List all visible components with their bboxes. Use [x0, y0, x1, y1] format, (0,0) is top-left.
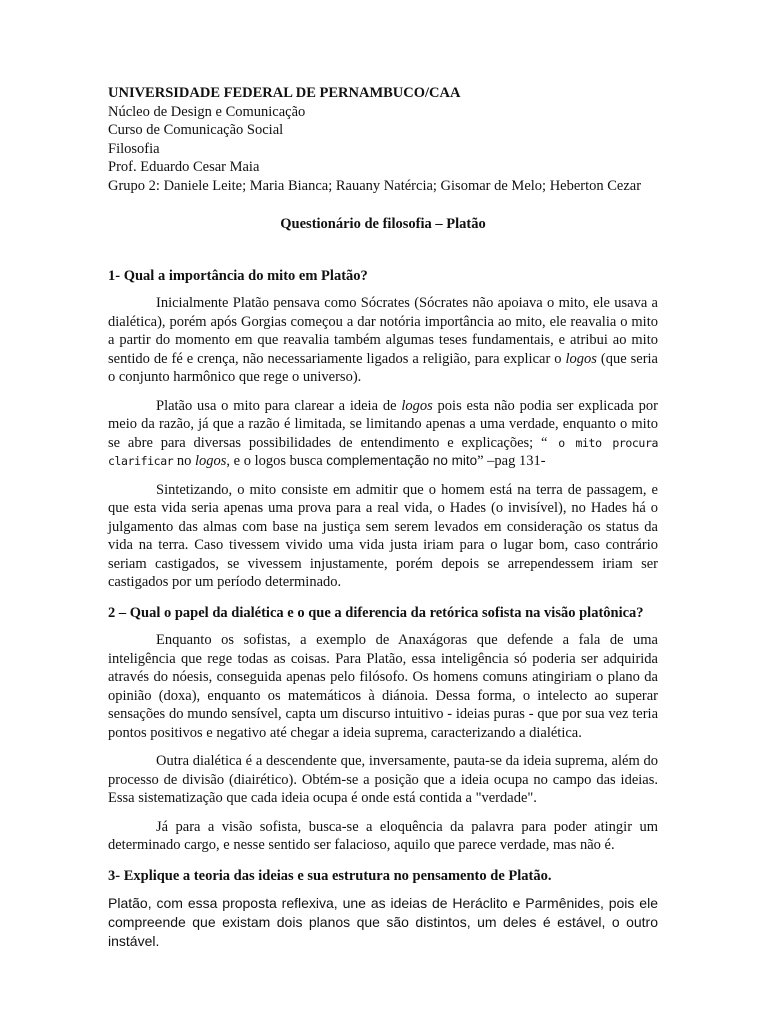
- q1-paragraph-2: [108, 397, 658, 471]
- question-3-heading: 3- Explique a teoria das ideias e sua estrutura no pensamento de Platão.: [108, 867, 552, 884]
- document-header: [108, 84, 658, 195]
- curso-line: Curso de Comunicação Social: [108, 122, 284, 138]
- professor-line: Prof. Eduardo Cesar Maia: [108, 159, 260, 175]
- q1-p2-quote-1: o mito procura clarificar: [108, 435, 659, 468]
- q1-p2-quote-2: complementação no mito: [326, 453, 478, 468]
- q1-p1-text-a: Inicialmente Platão pensava como Sócrates (Sócrates não apoiava o mito, ele usava a dialética), porém após Gorgias começou a dar notória importância ao mito, ele reavalia o mito a partir do momento em que reavalia também algumas teses fundamentais, e atribui ao mito sentido de fé e crença, não necessariamente ligados a religião, para explicar o: [108, 295, 658, 367]
- disciplina-line: Filosofia: [108, 140, 160, 157]
- document-page: [108, 84, 658, 951]
- q1-p1-logos: logos: [565, 350, 597, 367]
- q1-p2-text-e: ” –pag 131-: [477, 453, 546, 469]
- q1-p2-text-d: , e o logos busca: [226, 453, 327, 469]
- q2-paragraph-1: Enquanto os sofistas, a exemplo de Anaxágoras que defende a fala de uma inteligência que rege todas as coisas. Para Platão, essa inteligência só poderia ser adquirida através do nóesis, conseguida apenas pelo filósofo. Os homens comuns atingiriam o plano da opinião (doxa), enquanto os matemáticos à diánoia. Dessa forma, o intelecto ao superar sensações do mundo sensível, capta um discurso intuitivo - ideias puras - que por sua vez teria pontos positivos e negativo até chegar a ideia suprema, caracterizando a dialética.: [108, 632, 658, 741]
- q1-paragraph-3: Sintetizando, o mito consiste em admitir que o homem está na terra de passagem, e que esta vida seria apenas uma prova para a real vida, o Hades (o invisível), no Hades há o julgamento das almas com base na justiça sem serem levados em consideração os status da vida na terra. Caso tivessem vivido uma vida justa iriam para o lugar bom, caso contrário seriam castigados, se vivessem injustamente, porém depois se arrependessem iriam ser castigados por um período determinado.: [108, 481, 658, 590]
- document-title: Questionário de filosofia – Platão: [280, 216, 486, 232]
- q1-p1-text-b: (que seria o conjunto harmônico que rege o universo).: [108, 350, 658, 385]
- nucleo-line: Núcleo de Design e Comunicação: [108, 103, 306, 120]
- grupo-line: Grupo 2: Daniele Leite; Maria Bianca; Rauany Natércia; Gisomar de Melo; Heberton Cezar: [108, 177, 642, 194]
- q1-paragraph-1: [108, 294, 658, 387]
- q3-paragraph-1: Platão, com essa proposta reflexiva, une as ideias de Heráclito e Parmênides, pois ele compreende que existam dois planos que são distintos, um deles é estável, o outro instável.: [108, 895, 658, 949]
- question-1-heading: 1- Qual a importância do mito em Platão?: [108, 267, 368, 284]
- q2-paragraph-2: Outra dialética é a descendente que, inversamente, pauta-se da ideia suprema, além do processo de divisão (diairético). Obtém-se a posição que a ideia ocupa no campo das ideias. Essa sistematização que cada ideia ocupa é onde está contida a "verdade".: [108, 753, 658, 806]
- q1-p2-logos-2: logos: [195, 453, 227, 469]
- q1-p2-logos: logos: [401, 397, 433, 414]
- q1-p2-text-b: pois esta não podia ser explicada por meio da razão, já que a razão é limitada, se limitando apenas a uma verdade, enquanto o mito se abre para diversas possibilidades de entendimento e explicações; “: [108, 397, 658, 451]
- q2-paragraph-3: Já para a visão sofista, busca-se a eloquência da palavra para poder atingir um determinado cargo, e nesse sentido ser falacioso, aquilo que parece verdade, mas não é.: [108, 818, 658, 853]
- q1-p2-text-a: Platão usa o mito para clarear a ideia de: [156, 397, 402, 414]
- question-2-heading: 2 – Qual o papel da dialética e o que a diferencia da retórica sofista na visão platônica?: [108, 604, 644, 621]
- university-name: UNIVERSIDADE FEDERAL DE PERNAMBUCO/CAA: [108, 85, 461, 101]
- q1-p2-text-c: no: [173, 453, 195, 469]
